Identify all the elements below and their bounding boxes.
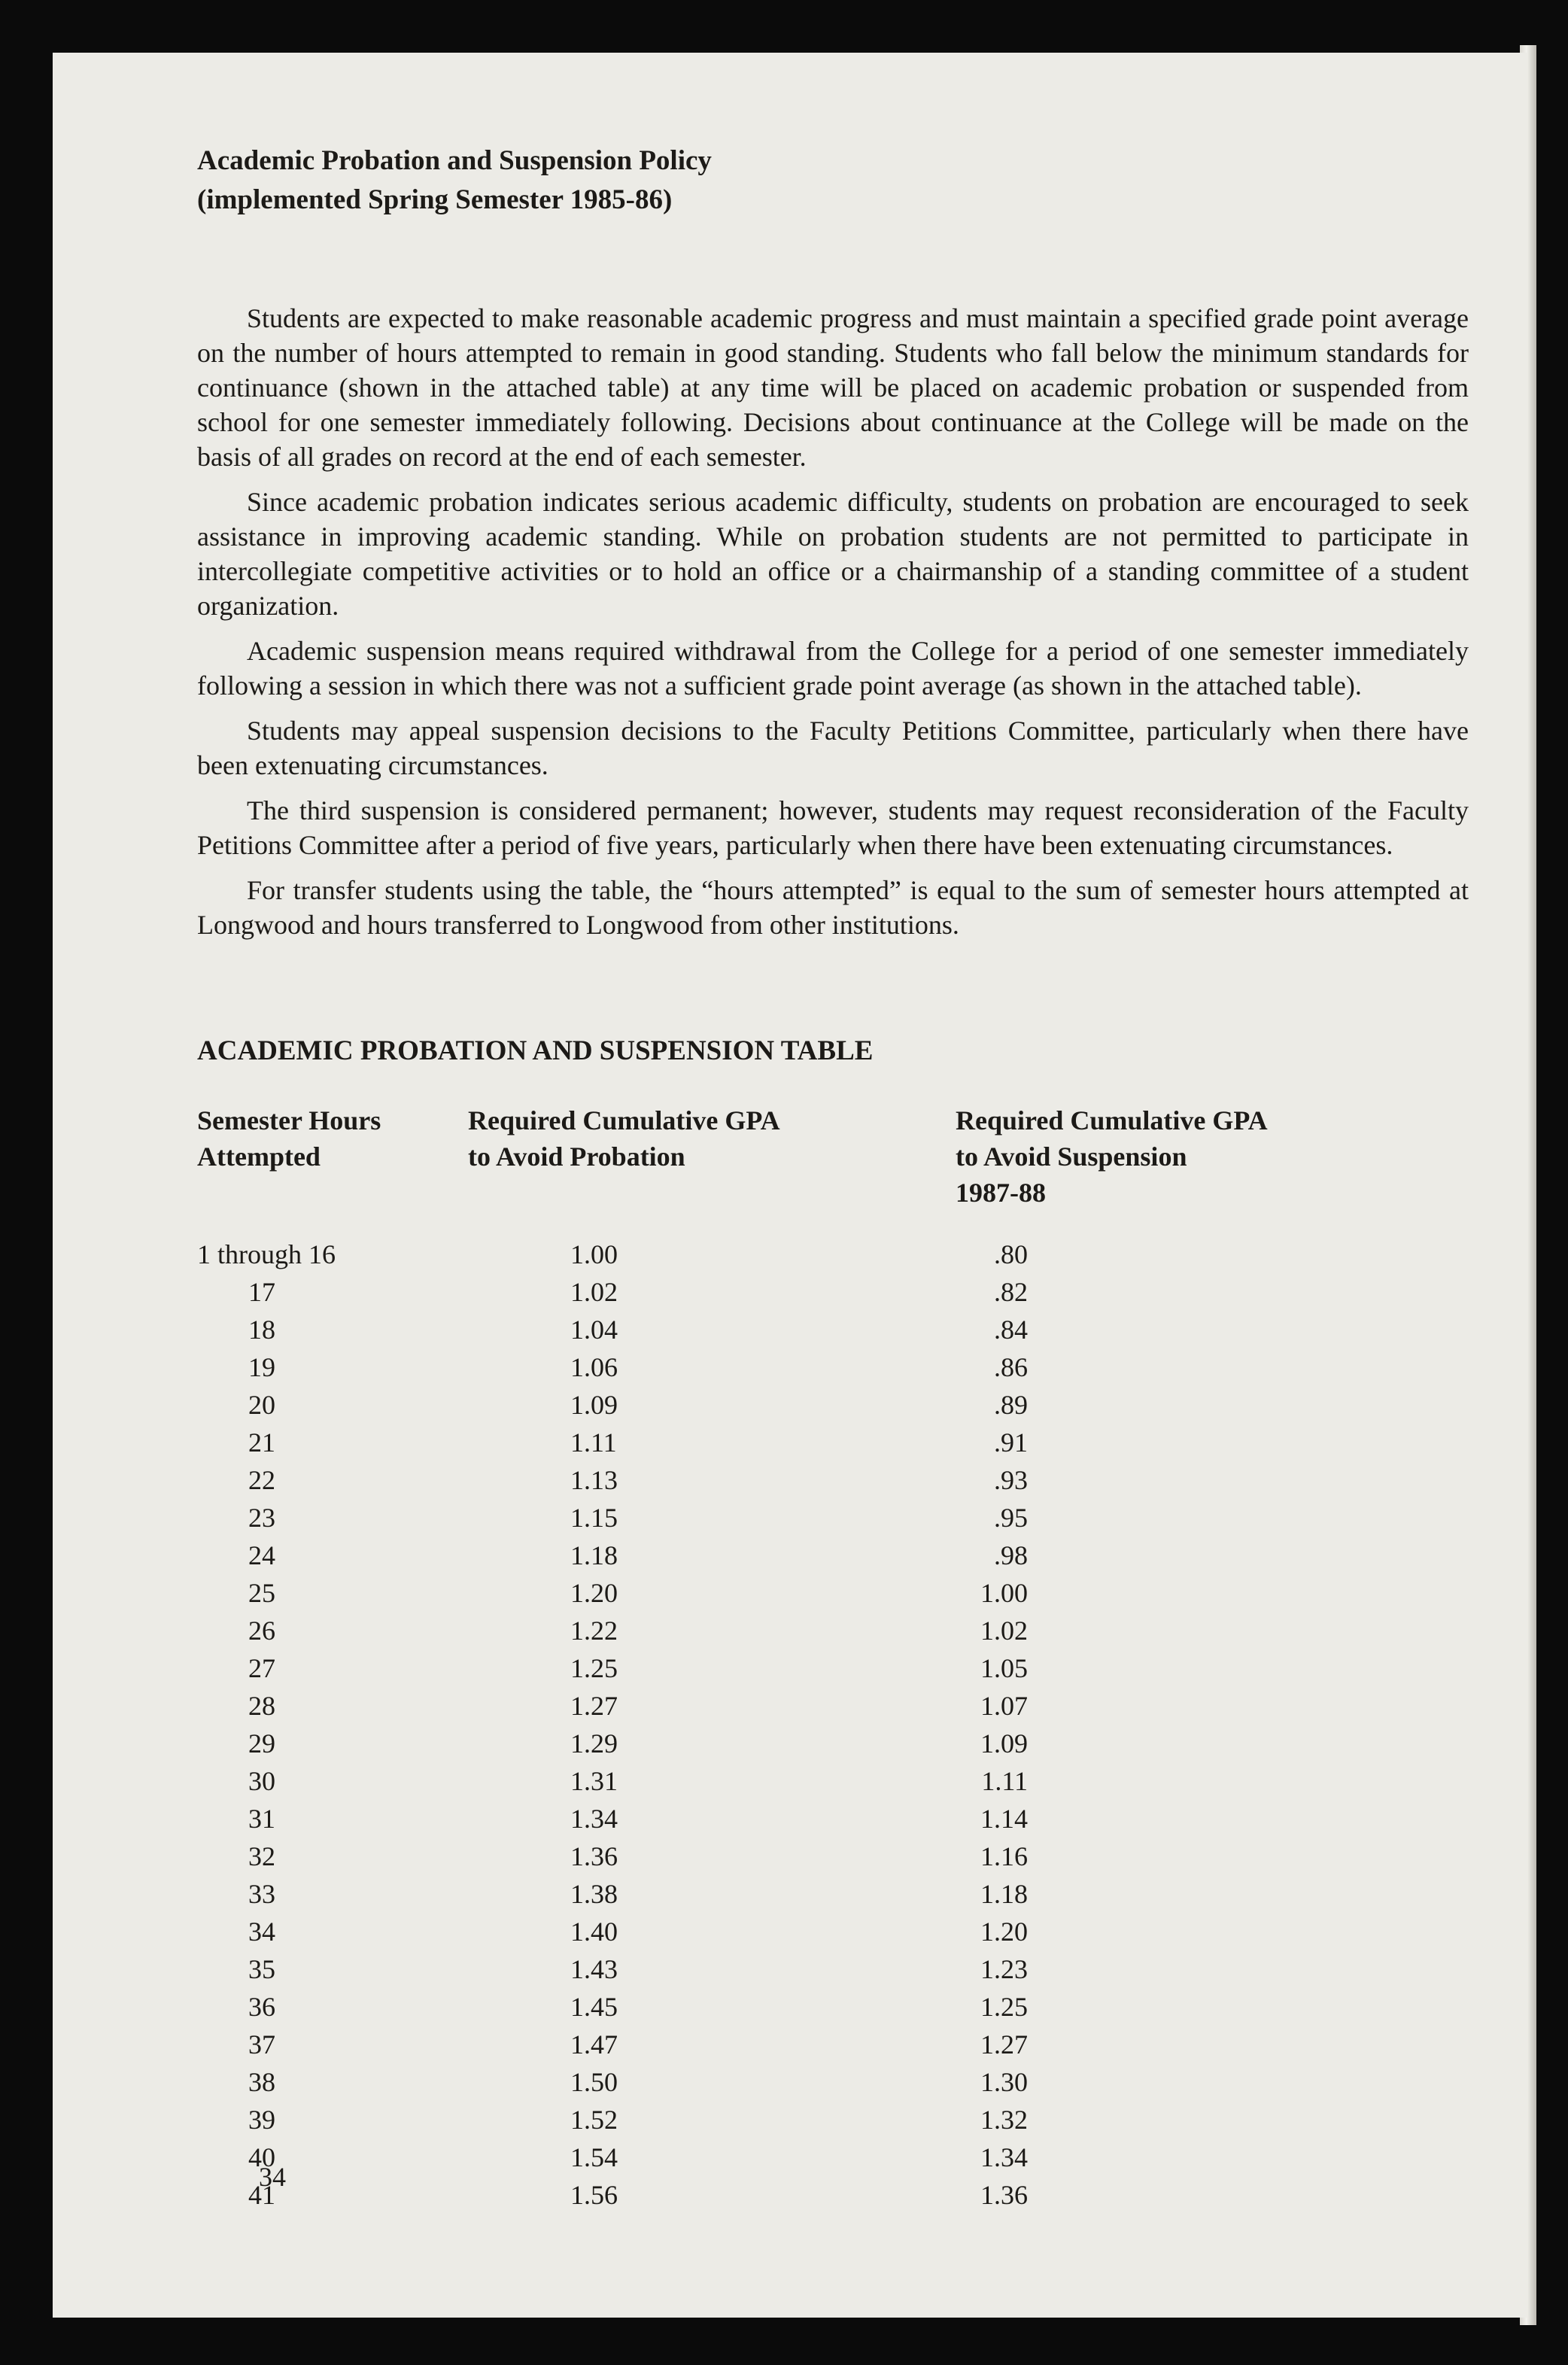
probation-gpa-cell: 1.54 bbox=[570, 2142, 618, 2172]
table-row bbox=[197, 1762, 1213, 1800]
hours-cell: 21 bbox=[248, 1427, 275, 1458]
hours-cell: 37 bbox=[248, 2029, 275, 2059]
paragraph: Students may appeal suspension decisions to the Faculty Petitions Committee, particularly when there have been extenuating circumstances. bbox=[197, 716, 1469, 780]
hours-cell: 1 through 16 bbox=[197, 1239, 336, 1269]
suspension-gpa-cell: .84 bbox=[994, 1315, 1028, 1345]
suspension-gpa-cell: .86 bbox=[994, 1352, 1028, 1382]
table-row bbox=[197, 1424, 1213, 1461]
suspension-gpa-cell: 1.34 bbox=[980, 2142, 1028, 2172]
probation-gpa-cell: 1.20 bbox=[570, 1578, 618, 1608]
table-row bbox=[197, 2139, 1213, 2176]
suspension-gpa-cell: .98 bbox=[994, 1540, 1028, 1570]
suspension-gpa-cell: 1.07 bbox=[980, 1691, 1028, 1721]
table-row bbox=[197, 1386, 1213, 1424]
column-header-suspension bbox=[956, 1102, 1268, 1211]
probation-gpa-cell: 1.15 bbox=[570, 1503, 618, 1533]
probation-gpa-cell: 1.29 bbox=[570, 1728, 618, 1759]
probation-gpa-cell: 1.22 bbox=[570, 1616, 618, 1646]
suspension-gpa-cell: 1.27 bbox=[980, 2029, 1028, 2059]
table-row bbox=[197, 1875, 1213, 1913]
probation-gpa-cell: 1.00 bbox=[570, 1239, 618, 1269]
hours-cell: 24 bbox=[248, 1540, 275, 1570]
table-row bbox=[197, 1574, 1213, 1612]
suspension-gpa-cell: .89 bbox=[994, 1390, 1028, 1420]
suspension-gpa-cell: .91 bbox=[994, 1427, 1028, 1458]
table-row bbox=[197, 2176, 1213, 2214]
table-row bbox=[197, 1950, 1213, 1988]
gpa-table bbox=[197, 1236, 1213, 2214]
column-header-probation bbox=[468, 1102, 780, 1175]
paragraph: For transfer students using the table, the “hours attempted” is equal to the sum of semester hours attempted at Longwood and hours transferred to Longwood from other institutions. bbox=[197, 875, 1469, 940]
probation-gpa-cell: 1.11 bbox=[570, 1427, 617, 1458]
table-row bbox=[197, 1499, 1213, 1537]
hours-cell: 20 bbox=[248, 1390, 275, 1420]
suspension-gpa-cell: 1.18 bbox=[980, 1879, 1028, 1909]
probation-gpa-cell: 1.04 bbox=[570, 1315, 618, 1345]
table-row bbox=[197, 2101, 1213, 2139]
probation-gpa-cell: 1.52 bbox=[570, 2105, 618, 2135]
table-row bbox=[197, 2026, 1213, 2063]
probation-gpa-cell: 1.09 bbox=[570, 1390, 618, 1420]
hours-cell: 27 bbox=[248, 1653, 275, 1683]
suspension-gpa-cell: 1.16 bbox=[980, 1841, 1028, 1871]
hours-cell: 25 bbox=[248, 1578, 275, 1608]
probation-gpa-cell: 1.27 bbox=[570, 1691, 618, 1721]
table-row bbox=[197, 1725, 1213, 1762]
table-row bbox=[197, 1348, 1213, 1386]
hours-cell: 22 bbox=[248, 1465, 275, 1495]
probation-gpa-cell: 1.43 bbox=[570, 1954, 618, 1984]
probation-gpa-cell: 1.40 bbox=[570, 1917, 618, 1947]
hours-cell: 17 bbox=[248, 1277, 275, 1307]
policy-heading bbox=[197, 141, 712, 220]
hours-cell: 35 bbox=[248, 1954, 275, 1984]
suspension-gpa-cell: 1.20 bbox=[980, 1917, 1028, 1947]
table-row bbox=[197, 1537, 1213, 1574]
table-row bbox=[197, 1687, 1213, 1725]
suspension-gpa-cell: 1.11 bbox=[981, 1766, 1028, 1796]
column-header-hours bbox=[197, 1102, 381, 1175]
hours-cell: 41 bbox=[248, 2180, 275, 2210]
suspension-gpa-cell: 1.00 bbox=[980, 1578, 1028, 1608]
probation-gpa-cell: 1.36 bbox=[570, 1841, 618, 1871]
probation-gpa-cell: 1.50 bbox=[570, 2067, 618, 2097]
hours-cell: 39 bbox=[248, 2105, 275, 2135]
suspension-gpa-cell: 1.30 bbox=[980, 2067, 1028, 2097]
table-row bbox=[197, 2063, 1213, 2101]
suspension-gpa-cell: 1.25 bbox=[980, 1992, 1028, 2022]
hours-cell: 30 bbox=[248, 1766, 275, 1796]
probation-gpa-cell: 1.06 bbox=[570, 1352, 618, 1382]
suspension-gpa-cell: 1.23 bbox=[980, 1954, 1028, 1984]
heading-line-1: Academic Probation and Suspension Policy bbox=[197, 145, 712, 176]
hours-cell: 19 bbox=[248, 1352, 275, 1382]
column-header-line: 1987-88 bbox=[956, 1178, 1046, 1208]
hours-cell: 38 bbox=[248, 2067, 275, 2097]
table-row bbox=[197, 1800, 1213, 1838]
hours-cell: 23 bbox=[248, 1503, 275, 1533]
suspension-gpa-cell: 1.09 bbox=[980, 1728, 1028, 1759]
table-row bbox=[197, 1913, 1213, 1950]
paragraph: Academic suspension means required withdrawal from the College for a period of one semester immediately following a session in which there was not a sufficient grade point average (as shown in the attached table). bbox=[197, 636, 1469, 701]
hours-cell: 18 bbox=[248, 1315, 275, 1345]
probation-gpa-cell: 1.18 bbox=[570, 1540, 618, 1570]
table-row bbox=[197, 1311, 1213, 1348]
hours-cell: 36 bbox=[248, 1992, 275, 2022]
paragraph: The third suspension is considered permanent; however, students may request reconsideration of the Faculty Petitions Committee after a period of five years, particularly when there have been extenuating circumstances. bbox=[197, 795, 1469, 860]
suspension-gpa-cell: 1.36 bbox=[980, 2180, 1028, 2210]
suspension-gpa-cell: .93 bbox=[994, 1465, 1028, 1495]
suspension-gpa-cell: .95 bbox=[994, 1503, 1028, 1533]
hours-cell: 34 bbox=[248, 1917, 275, 1947]
probation-gpa-cell: 1.34 bbox=[570, 1804, 618, 1834]
probation-gpa-cell: 1.38 bbox=[570, 1879, 618, 1909]
paragraph: Since academic probation indicates serious academic difficulty, students on probation are encouraged to seek assistance in improving academic standing. While on probation students are not permitted to participate in intercollegiate competitive activities or to hold an office or a chairmanship of a standing committee of a student organization. bbox=[197, 487, 1469, 621]
table-row bbox=[197, 1988, 1213, 2026]
hours-cell: 31 bbox=[248, 1804, 275, 1834]
column-header-line: to Avoid Probation bbox=[468, 1141, 685, 1172]
column-header-line: Required Cumulative GPA bbox=[468, 1105, 780, 1135]
hours-cell: 32 bbox=[248, 1841, 275, 1871]
table-row bbox=[197, 1273, 1213, 1311]
policy-body bbox=[197, 301, 1469, 953]
column-header-line: Attempted bbox=[197, 1141, 321, 1172]
probation-gpa-cell: 1.31 bbox=[570, 1766, 618, 1796]
table-row bbox=[197, 1236, 1213, 1273]
table-row bbox=[197, 1461, 1213, 1499]
probation-gpa-cell: 1.56 bbox=[570, 2180, 618, 2210]
probation-gpa-cell: 1.45 bbox=[570, 1992, 618, 2022]
probation-gpa-cell: 1.02 bbox=[570, 1277, 618, 1307]
table-row bbox=[197, 1612, 1213, 1649]
hours-cell: 29 bbox=[248, 1728, 275, 1759]
suspension-gpa-cell: 1.05 bbox=[980, 1653, 1028, 1683]
hours-cell: 40 bbox=[248, 2142, 275, 2172]
paragraph: Students are expected to make reasonable academic progress and must maintain a specified grade point average on the number of hours attempted to remain in good standing. Students who fall below the minimum standards for continuance (shown in the attached table) at any time will be placed on academic probation or suspended from school for one semester immediately following. Decisions about continuance at the College will be made on the basis of all grades on record at the end of each semester. bbox=[197, 303, 1469, 472]
suspension-gpa-cell: 1.02 bbox=[980, 1616, 1028, 1646]
table-title: ACADEMIC PROBATION AND SUSPENSION TABLE bbox=[197, 1035, 874, 1066]
suspension-gpa-cell: .80 bbox=[994, 1239, 1028, 1269]
column-header-line: to Avoid Suspension bbox=[956, 1141, 1187, 1172]
table-row bbox=[197, 1649, 1213, 1687]
suspension-gpa-cell: 1.32 bbox=[980, 2105, 1028, 2135]
heading-line-2: (implemented Spring Semester 1985-86) bbox=[197, 184, 673, 215]
column-header-line: Required Cumulative GPA bbox=[956, 1105, 1268, 1135]
suspension-gpa-cell: 1.14 bbox=[980, 1804, 1028, 1834]
table-row bbox=[197, 1838, 1213, 1875]
probation-gpa-cell: 1.13 bbox=[570, 1465, 618, 1495]
column-header-line: Semester Hours bbox=[197, 1105, 381, 1135]
probation-gpa-cell: 1.25 bbox=[570, 1653, 618, 1683]
hours-cell: 33 bbox=[248, 1879, 275, 1909]
hours-cell: 26 bbox=[248, 1616, 275, 1646]
suspension-gpa-cell: .82 bbox=[994, 1277, 1028, 1307]
page-number: 34 bbox=[259, 2162, 286, 2192]
hours-cell: 28 bbox=[248, 1691, 275, 1721]
probation-gpa-cell: 1.47 bbox=[570, 2029, 618, 2059]
